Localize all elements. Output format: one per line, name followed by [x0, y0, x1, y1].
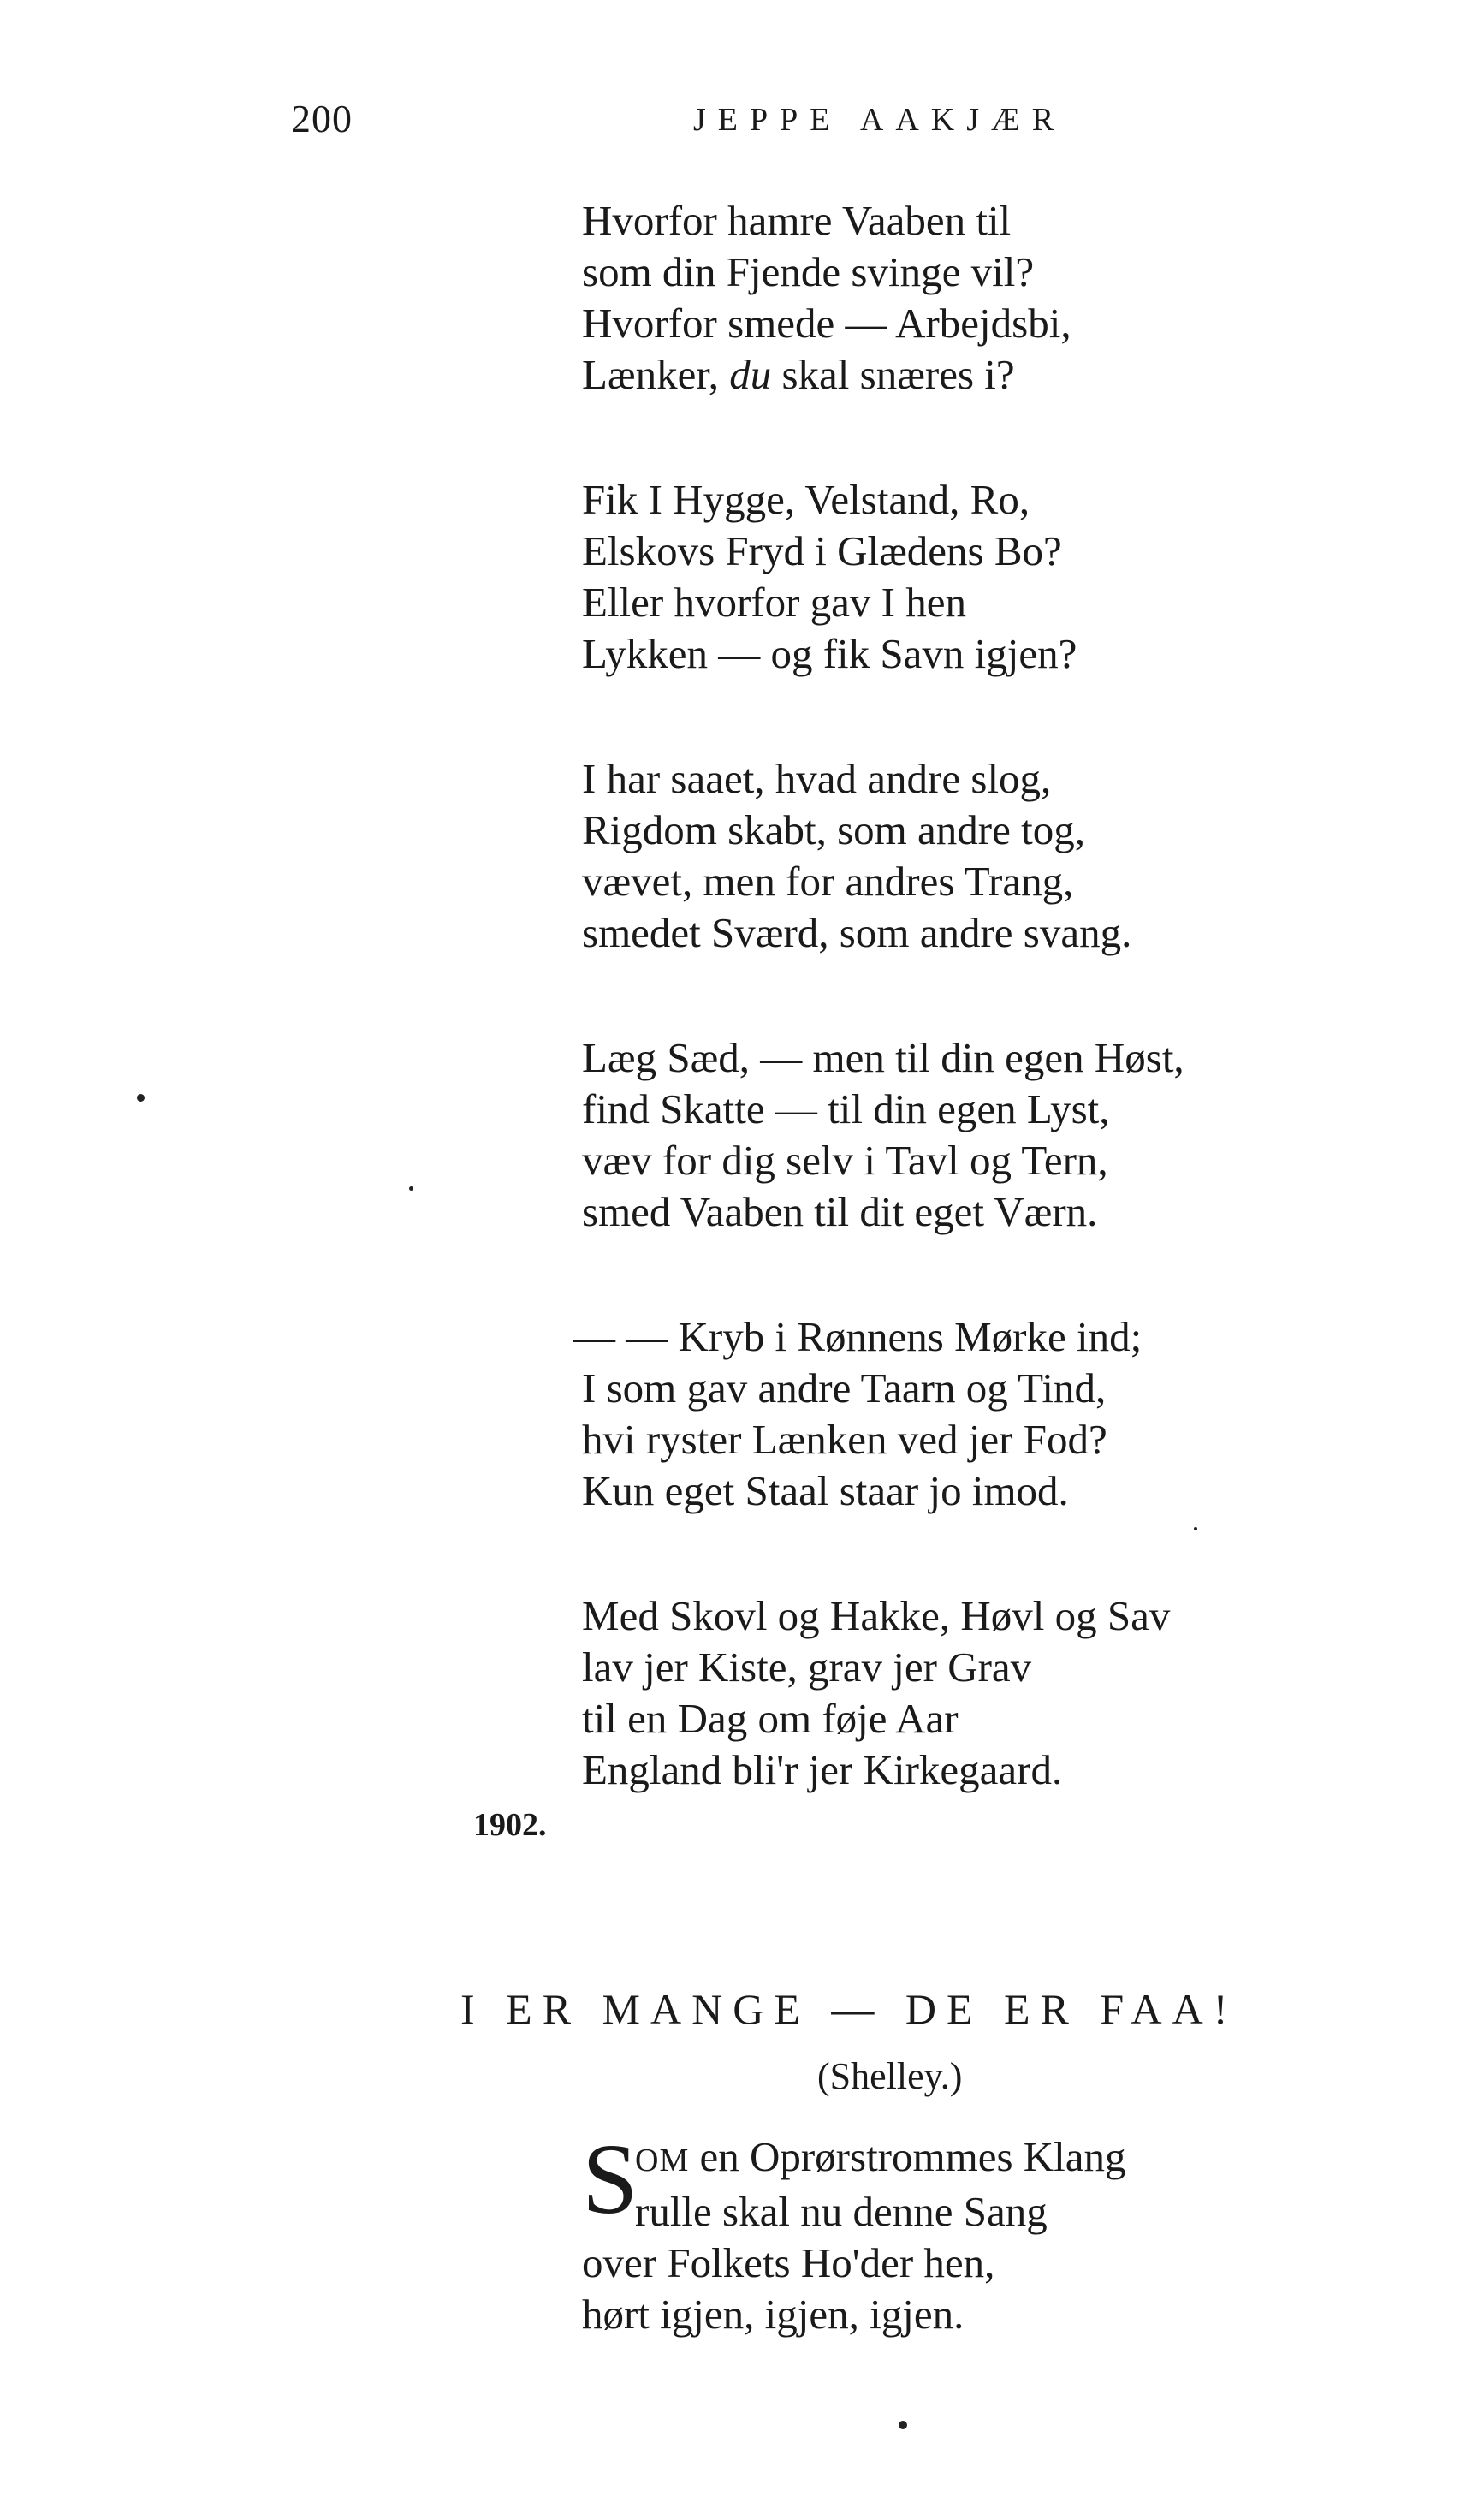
- ink-speck: [1194, 1527, 1197, 1530]
- verse-line: over Folkets Ho'der hen,: [582, 2239, 995, 2286]
- verse-line: væv for dig selv i Tavl og Tern,: [582, 1137, 1108, 1184]
- verse-line: hørt igjen, igjen, igjen.: [582, 2291, 965, 2338]
- verse-line: Læg Sæd, — men til din egen Høst,: [582, 1034, 1184, 1081]
- verse-line: Kun eget Staal staar jo imod.: [582, 1467, 1069, 1514]
- verse-line: — — Kryb i Rønnens Mørke ind;: [573, 1313, 1143, 1360]
- verse-line: Fik I Hygge, Velstand, Ro,: [582, 476, 1030, 523]
- small-caps-word: OM: [635, 2143, 690, 2178]
- emphasis-word: du: [729, 351, 772, 398]
- verse-line: Med Skovl og Hakke, Høvl og Sav: [582, 1592, 1171, 1639]
- verse-line: Eller hvorfor gav I hen: [582, 579, 966, 626]
- verse-fragment: skal snæres i?: [771, 351, 1015, 398]
- stanza-2: [582, 474, 1077, 680]
- verse-line: I som gav andre Taarn og Tind,: [582, 1364, 1107, 1412]
- verse-line: smed Vaaben til dit eget Værn.: [582, 1188, 1098, 1235]
- verse-fragment: Lænker,: [582, 351, 730, 398]
- ink-speck: [137, 1094, 145, 1102]
- poem-year: 1902.: [473, 1807, 547, 1843]
- verse-line: rulle skal nu denne Sang: [635, 2188, 1048, 2235]
- verse-line: [582, 349, 1071, 401]
- verse-fragment: en Oprørstrommes Klang: [689, 2133, 1126, 2180]
- drop-cap: S: [582, 2123, 638, 2235]
- verse-line: Elskovs Fryd i Glædens Bo?: [582, 527, 1062, 574]
- page-number: 200: [291, 97, 353, 140]
- verse-line: smedet Sværd, som andre svang.: [582, 909, 1132, 956]
- verse-line: som din Fjende svinge vil?: [582, 248, 1035, 295]
- stanza-opening: [582, 2123, 1126, 2340]
- stanza-6: [582, 1590, 1170, 1796]
- poem-subtitle: (Shelley.): [817, 2055, 963, 2097]
- verse-line: Hvorfor hamre Vaaben til: [582, 197, 1012, 244]
- verse-line: hvi ryster Lænken ved jer Fod?: [582, 1416, 1107, 1463]
- verse-line: [582, 2131, 1126, 2186]
- stanza-3: [582, 753, 1131, 959]
- stanza-5: [573, 1311, 1150, 1517]
- verse-line: lav jer Kiste, grav jer Grav: [582, 1643, 1032, 1691]
- ink-speck: [409, 1186, 413, 1191]
- verse-line: til en Dag om føje Aar: [582, 1695, 959, 1742]
- verse-line: England bli'r jer Kirkegaard.: [582, 1746, 1063, 1793]
- stanza-4: [582, 1032, 1184, 1238]
- verse-line: vævet, men for andres Trang,: [582, 858, 1074, 905]
- verse-line: I har saaet, hvad andre slog,: [582, 755, 1052, 802]
- verse-line: find Skatte — til din egen Lyst,: [582, 1085, 1110, 1132]
- poem-title: I ER MANGE — DE ER FAA!: [460, 1985, 1238, 2033]
- verse-line: Hvorfor smede — Arbejdsbi,: [582, 300, 1071, 347]
- stanza-1: [582, 195, 1071, 401]
- ink-speck: [899, 2421, 907, 2429]
- running-title: JEPPE AAKJÆR: [693, 102, 1066, 138]
- verse-line: Rigdom skabt, som andre tog,: [582, 806, 1085, 853]
- verse-line: Lykken — og fik Savn igjen?: [582, 630, 1077, 677]
